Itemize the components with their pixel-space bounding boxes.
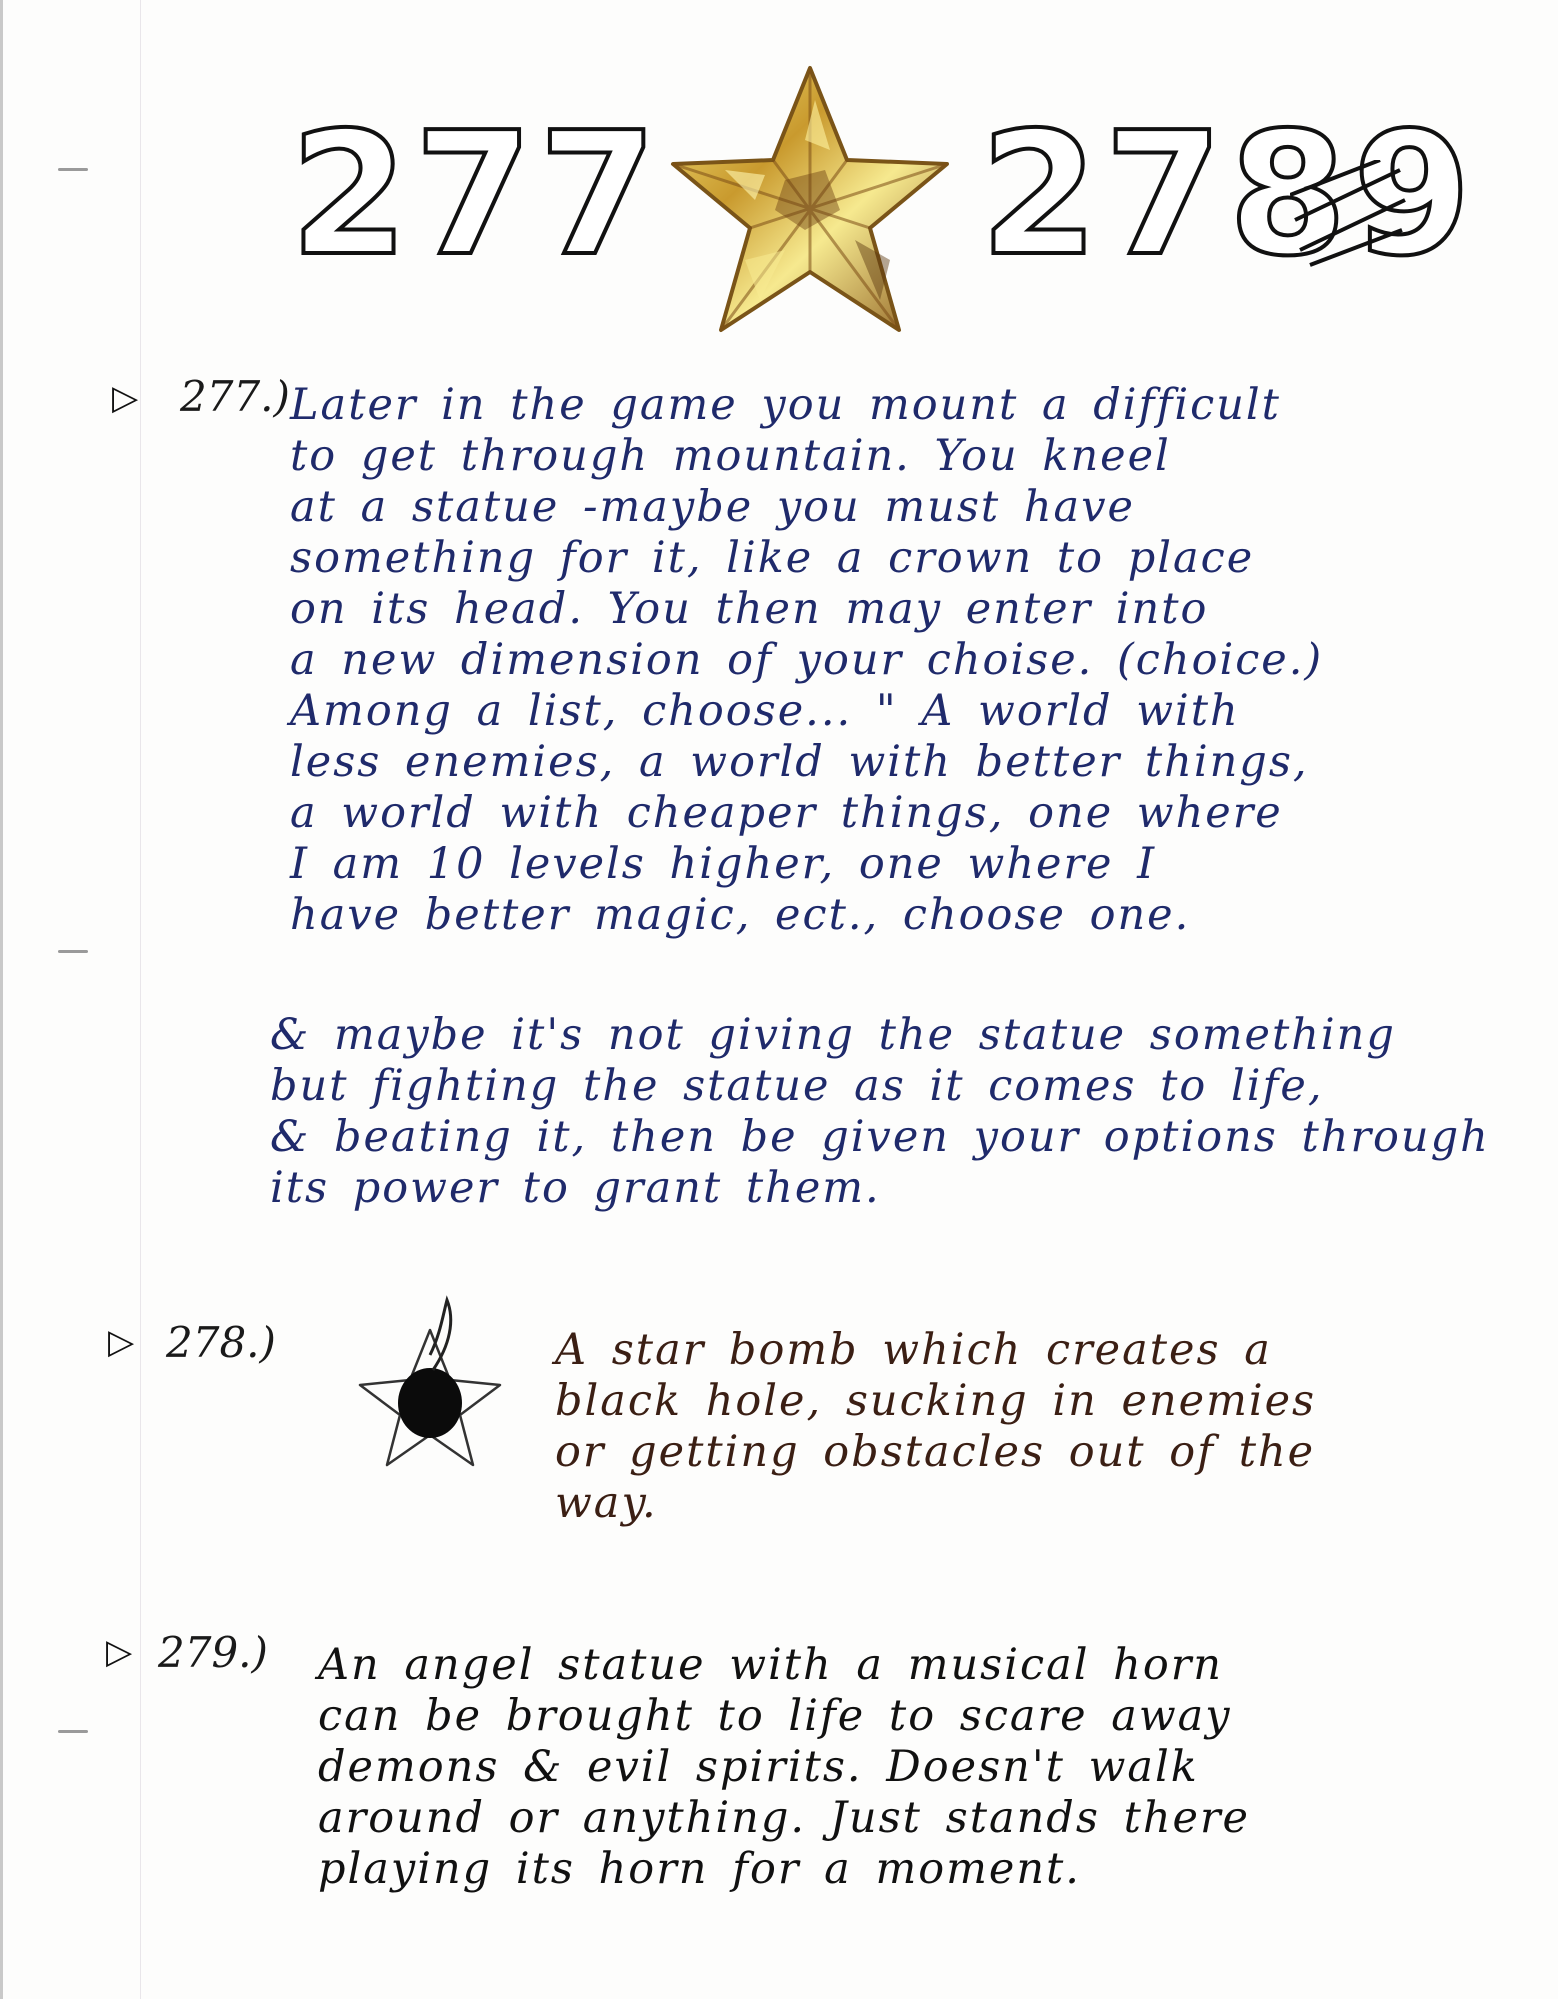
entry-278 (555, 1325, 1515, 1529)
binder-hole-mark (58, 168, 88, 171)
entry-277-paragraph: Later in the game you mount a difficult to get through mountain. You kneel at a statue -maybe you must have something for it, like a crown to place on its head. You then may enter into a new dimension of your choise. (choice.) Among a list, choose... " A world with less enemies, a world with better things, a world with cheaper things, one where I am 10 levels higher, one where I have better magic, ect., choose one. (290, 380, 1324, 940)
page-header (280, 40, 1478, 340)
entry-277 (290, 380, 1470, 941)
entry-bullet: ▷ (108, 1322, 135, 1362)
margin-line (140, 0, 141, 1999)
binder-hole-mark (58, 1730, 88, 1733)
binder-hole-mark (58, 950, 88, 953)
entry-number: 277.) (180, 372, 290, 421)
entry-278-paragraph: A star bomb which creates a black hole, sucking in enemies or getting obstacles out of the way. (555, 1325, 1317, 1528)
entry-279-paragraph: An angel statue with a musical horn can be brought to life to scare away demons & evil spirits. Doesn't walk around or anything. Just stands there playing its horn for a moment. (318, 1640, 1250, 1894)
entry-279 (318, 1640, 1518, 1895)
entry-bullet: ▷ (112, 378, 139, 418)
entry-number: 279.) (158, 1628, 268, 1677)
entry-277-note (270, 1010, 1520, 1214)
strikethrough-scribble (1290, 160, 1410, 270)
page-edge (0, 0, 3, 1999)
star-bomb-icon (355, 1295, 505, 1475)
entry-bullet: ▷ (106, 1632, 133, 1672)
entry-277-paragraph: & maybe it's not giving the statue something but fighting the statue as it comes to life, & beating it, then be given your options through its power to grant them. (270, 1010, 1490, 1213)
entry-number: 278.) (166, 1318, 276, 1367)
header-right-number: 2789 (980, 96, 1478, 294)
gold-star-sticker-icon (665, 60, 955, 340)
header-left-number: 277 (290, 96, 663, 294)
